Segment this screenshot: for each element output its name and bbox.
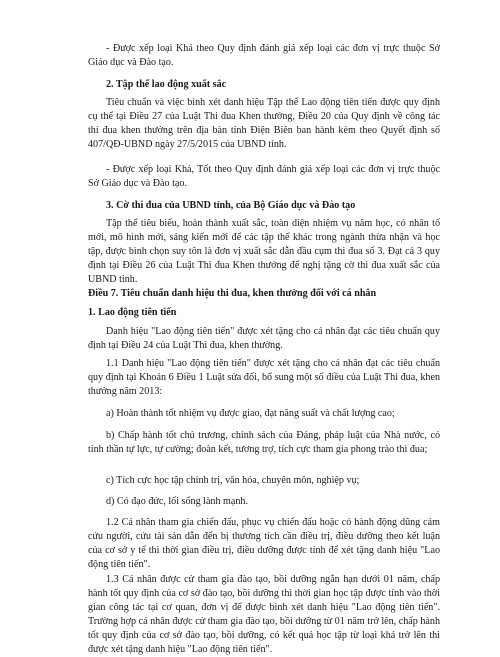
- heading-dieu-7: Điều 7. Tiêu chuẩn danh hiệu thi đua, khen thưởng đối với cá nhân: [88, 288, 377, 299]
- paragraph-tieu-chuan-tap-the: Tiêu chuẩn và việc bình xét danh hiệu Tập thể Lao động tiên tiến được quy định cụ thể tại Điều 27 của Luật Thi đua Khen thưởng, Điều 20 của Quy định về công tác thi đua khen thưởng trên địa bàn tỉnh Điện Biên ban hành kèm theo Quyết định số 407/QĐ-UBND ngày 27/5/2015 của UBND tỉnh.: [88, 97, 440, 150]
- paragraph-item-c: c) Tích cực học tập chính trị, văn hóa, chuyên môn, nghiệp vụ;: [106, 475, 360, 486]
- paragraph-1-1: 1.1 Danh hiệu "Lao động tiên tiến" được xét tặng cho cá nhân đạt các tiêu chuẩn quy định tại Khoản 6 Điều 1 Luật sửa đổi, bổ sung một số điều của Luật Thi đua, khen thưởng năm 2013:: [88, 358, 440, 397]
- heading-co-thi-dua: 3. Cờ thi đua của UBND tỉnh, của Bộ Giáo dục và Đào tạo: [106, 200, 356, 211]
- paragraph-item-b: b) Chấp hành tốt chủ trương, chính sách của Đảng, pháp luật của Nhà nước, có tinh thần tự lực, tự cường; đoàn kết, tương trợ, tích cực tham gia phong trào thi đua;: [88, 430, 440, 455]
- paragraph-1-2: 1.2 Cá nhân tham gia chiến đấu, phục vụ chiến đấu hoặc có hành động dũng cảm cứu người, cứu tài sản dẫn đến bị thương tích cần điều trị, điều dưỡng theo kết luận của cơ sở y tế thì thời gian điều trị, điều dưỡng được tính để xét tặng danh hiệu "Lao động tiên tiến".: [88, 517, 440, 570]
- paragraph-dash-kha-tot: - Được xếp loại Khá, Tốt theo Quy định đánh giá xếp loại các đơn vị trực thuộc Sở Giáo dục và Đào tạo.: [88, 164, 440, 189]
- paragraph-dash-kha: - Được xếp loại Khá theo Quy định đánh giá xếp loại các đơn vị trực thuộc Sở Giáo dục và Đào tạo.: [88, 43, 440, 68]
- paragraph-danh-hieu-ldtt: Danh hiệu "Lao động tiên tiến" được xét tặng cho cá nhân đạt các tiêu chuẩn quy định tại Điều 24 của Luật Thi đua, khen thưởng.: [88, 326, 440, 351]
- paragraph-item-d: d) Có đạo đức, lối sống lành mạnh.: [106, 496, 248, 507]
- paragraph-item-a: a) Hoàn thành tốt nhiệm vụ được giao, đạt năng suất và chất lượng cao;: [106, 408, 395, 419]
- paragraph-1-3: 1.3 Cá nhân được cử tham gia đào tạo, bồi dưỡng ngắn hạn dưới 01 năm, chấp hành tốt quy định của cơ sở đào tạo, bồi dưỡng thì thời gian học tập được tính vào thời gian công tác tại cơ quan, đơn vị để được bình xét danh hiệu "Lao động tiên tiến". Trường hợp cá nhân được cử tham gia đào tạo, bồi dưỡng từ 01 năm trở lên, chấp hành tốt quy định của cơ sở đào tạo, bồi dưỡng, có kết quả học tập từ loại khá trở lên thì được xét tặng danh hiệu "Lao động tiên tiến".: [88, 574, 440, 655]
- heading-tap-the-lao-dong-xuat-sac: 2. Tập thể lao động xuất sắc: [106, 79, 227, 90]
- heading-lao-dong-tien-tien: 1. Lao động tiên tiến: [88, 307, 177, 318]
- paragraph-tap-the-tieu-bieu: Tập thể tiêu biểu, hoàn thành xuất sắc, toàn diện nhiệm vụ năm học, có nhân tố mới, mô hình mới, sáng kiến mới để các tập thể khác trong ngành thừa nhận và học tập, được bình chọn suy tôn là đơn vị xuất sắc dẫn đầu cụm thi đua số 3. Đạt cả 3 quy định tại Điều 26 của Luật Thi đua Khen thưởng để nghị tặng cờ thi đua xuất sắc của UBND tỉnh.: [88, 218, 440, 285]
